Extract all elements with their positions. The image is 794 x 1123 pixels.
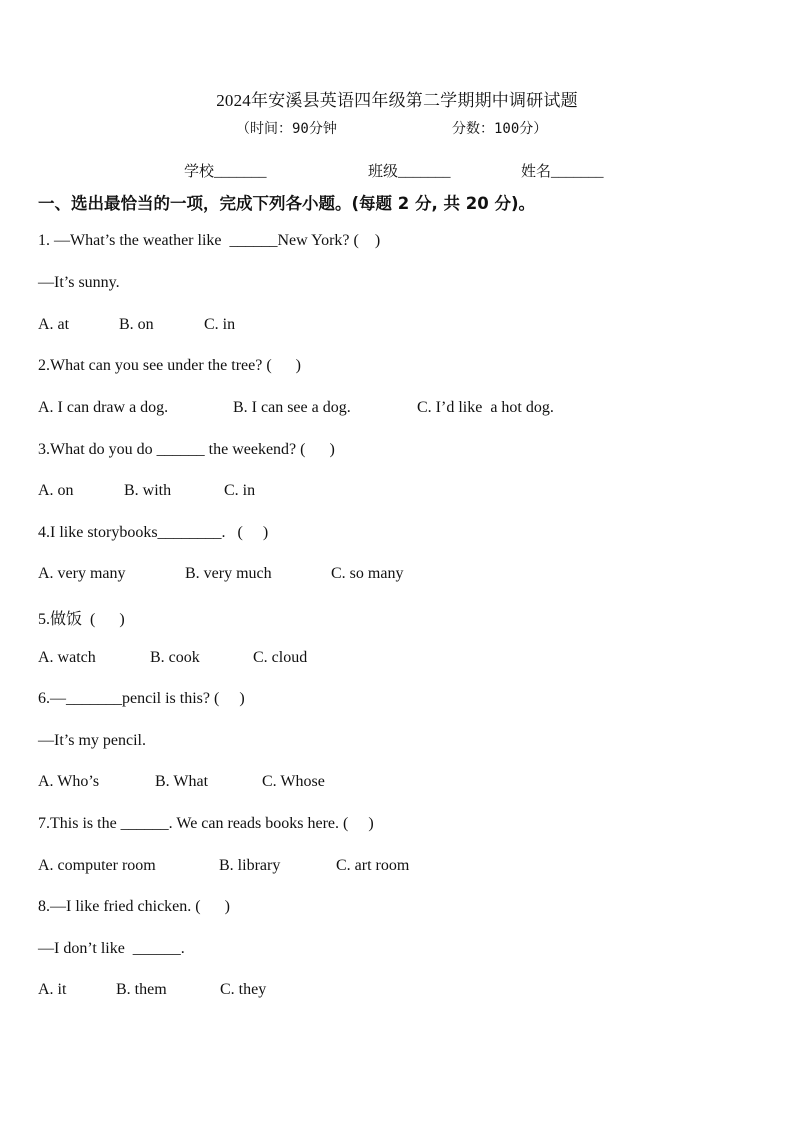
- question-2-option-a: A. I can draw a dog.: [38, 399, 169, 416]
- question-2-option-b: B. I can see a dog.: [233, 399, 351, 416]
- question-7-option-c: C. art room: [336, 857, 410, 874]
- question-3-option-a: A. on: [38, 482, 74, 499]
- class-field: 班级_______: [368, 164, 451, 180]
- question-3-stem: 3.What do you do ______ the weekend? ( ): [38, 441, 335, 458]
- question-6-stem: 6.—_______pencil is this? ( ): [38, 690, 245, 707]
- question-6-option-c: C. Whose: [262, 773, 325, 790]
- question-5-stem: 5.做饭 ( ): [38, 611, 125, 628]
- question-3-option-b: B. with: [124, 482, 172, 499]
- question-8-reply: —I don’t like ______.: [38, 940, 185, 957]
- question-2-option-c: C. I’d like a hot dog.: [417, 399, 554, 416]
- exam-title: 2024年安溪县英语四年级第二学期期中调研试题: [216, 91, 578, 110]
- question-4-option-c: C. so many: [331, 565, 404, 582]
- question-4-stem: 4.I like storybooks________. ( ): [38, 524, 269, 541]
- question-7-option-a: A. computer room: [38, 857, 156, 874]
- question-1-reply: —It’s sunny.: [38, 274, 120, 291]
- question-1-option-a: A. at: [38, 316, 70, 333]
- section-heading: 一、选出最恰当的一项，完成下列各小题。(每题 2 分, 共 20 分)。: [38, 194, 536, 213]
- question-1-stem: 1. —What’s the weather like ______New York? ( ): [38, 232, 381, 249]
- exam-score: 分数：100分）: [452, 121, 548, 137]
- question-5-option-c: C. cloud: [253, 649, 308, 666]
- question-7-stem: 7.This is the ______. We can reads books here. ( ): [38, 815, 374, 832]
- exam-time: （时间：90分钟: [236, 121, 337, 137]
- question-1-option-c: C. in: [204, 316, 236, 333]
- question-7-option-b: B. library: [219, 857, 281, 874]
- question-6-option-a: A. Who’s: [38, 773, 100, 790]
- question-4-option-a: A. very many: [38, 565, 126, 582]
- question-6-option-b: B. What: [155, 773, 209, 790]
- question-8-option-a: A. it: [38, 981, 67, 998]
- question-8-stem: 8.—I like fried chicken. ( ): [38, 898, 230, 915]
- question-8-option-c: C. they: [220, 981, 267, 998]
- name-field: 姓名_______: [521, 164, 604, 180]
- question-5-option-b: B. cook: [150, 649, 200, 666]
- question-4-option-b: B. very much: [185, 565, 272, 582]
- question-2-stem: 2.What can you see under the tree? ( ): [38, 357, 301, 374]
- question-5-option-a: A. watch: [38, 649, 96, 666]
- question-6-reply: —It’s my pencil.: [38, 732, 146, 749]
- school-field: 学校_______: [184, 164, 267, 180]
- question-3-option-c: C. in: [224, 482, 256, 499]
- question-8-option-b: B. them: [116, 981, 167, 998]
- question-1-option-b: B. on: [119, 316, 154, 333]
